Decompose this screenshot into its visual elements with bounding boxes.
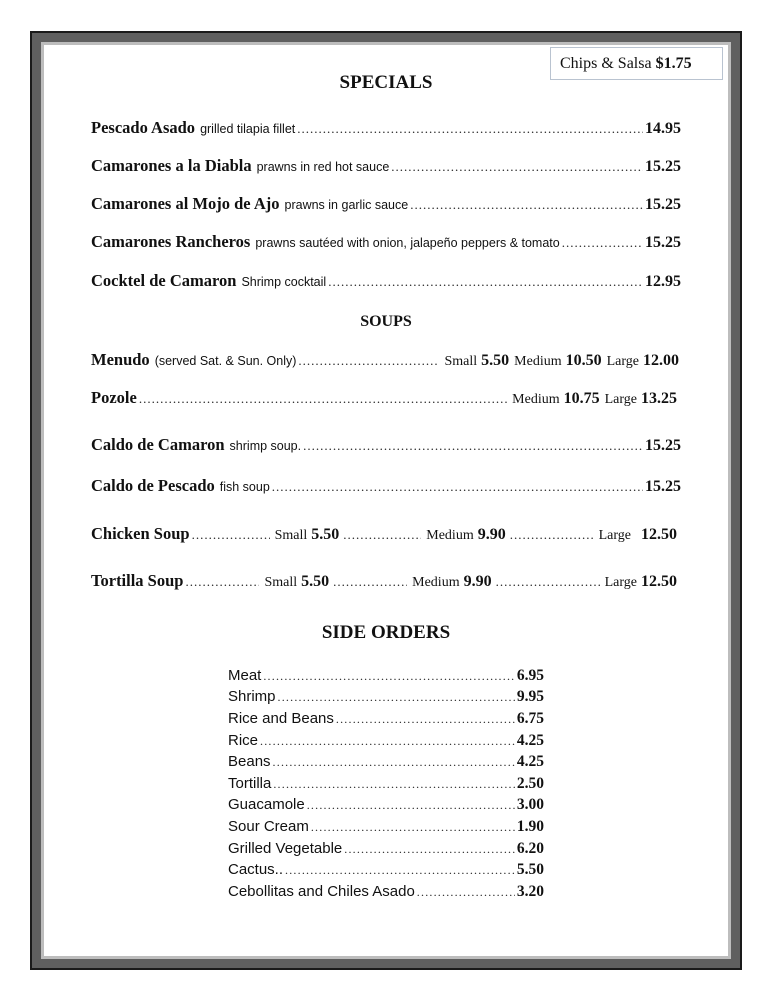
item-name: Rice and Beans — [228, 710, 334, 727]
size-price: 9.90 — [463, 573, 492, 590]
leader-dots — [307, 798, 515, 813]
item-name: Camarones Rancheros — [91, 232, 251, 251]
item-desc: prawns sautéed with onion, jalapeño peppers & tomato — [255, 236, 560, 250]
size-label: Large — [606, 354, 639, 369]
leader-dots — [391, 159, 643, 175]
item-price: 9.95 — [516, 688, 544, 705]
size-price: 5.50 — [301, 573, 330, 590]
leader-dots — [303, 438, 643, 454]
special-item — [91, 118, 681, 138]
item-name: Guacamole — [228, 796, 305, 813]
leader-dots — [192, 527, 270, 543]
special-item — [91, 194, 681, 214]
item-name: Tortilla Soup — [91, 571, 184, 590]
size-price: 5.50 — [311, 526, 340, 543]
item-price: 3.00 — [516, 796, 544, 813]
item-desc: (served Sat. & Sun. Only) — [154, 354, 297, 368]
item-price: 4.25 — [516, 753, 544, 770]
item-name: Cactus.. — [228, 861, 284, 878]
item-price: 12.95 — [645, 273, 681, 290]
size-label: Small — [274, 528, 308, 543]
item-name: Cocktel de Camaron — [91, 271, 237, 290]
item-name: Shrimp — [228, 688, 276, 705]
size-label: Medium — [412, 575, 460, 590]
item-price: 6.95 — [516, 667, 544, 684]
size-label: Large — [604, 575, 637, 590]
leader-dots — [285, 863, 515, 878]
leader-dots — [417, 885, 515, 900]
soup-item-caldo-pescado — [91, 476, 681, 496]
side-item — [228, 753, 544, 771]
soup-item-menudo — [91, 350, 681, 370]
item-name: Caldo de Pescado — [91, 476, 215, 495]
leader-dots — [297, 121, 643, 137]
size-label: Small — [264, 575, 298, 590]
side-item — [228, 796, 544, 814]
item-desc: Shrimp cocktail — [241, 275, 327, 289]
item-name: Cebollitas and Chiles Asado — [228, 883, 415, 900]
item-name: Camarones a la Diabla — [91, 156, 252, 175]
leader-dots — [185, 574, 259, 590]
size-label: Large — [598, 528, 631, 543]
size-price: 12.50 — [641, 526, 677, 543]
size-price: 10.75 — [563, 390, 600, 407]
size-price: 10.50 — [565, 352, 602, 369]
item-price: 6.75 — [516, 710, 544, 727]
soup-item-chicken — [91, 524, 679, 544]
item-desc: prawns in red hot sauce — [256, 160, 390, 174]
item-name: Tortilla — [228, 775, 272, 792]
size-label: Large — [604, 392, 637, 407]
item-desc: fish soup — [219, 480, 270, 494]
special-item — [91, 271, 681, 291]
side-item — [228, 710, 544, 728]
size-price: 9.90 — [477, 526, 506, 543]
item-name: Sour Cream — [228, 818, 309, 835]
side-item — [228, 688, 544, 706]
soup-item-pozole — [91, 388, 679, 408]
item-name: Menudo — [91, 350, 150, 369]
soup-item-caldo-camaron — [91, 435, 681, 455]
leader-dots — [272, 479, 643, 495]
side-item — [228, 667, 544, 685]
leader-dots — [344, 842, 515, 857]
size-price: 13.25 — [641, 390, 677, 407]
item-name: Meat — [228, 667, 262, 684]
chips-label: Chips & Salsa — [560, 55, 652, 72]
special-item — [91, 232, 681, 252]
item-price: 6.20 — [516, 840, 544, 857]
leader-dots — [410, 197, 643, 213]
leader-dots — [311, 820, 515, 835]
leader-dots — [510, 527, 594, 543]
leader-dots — [260, 734, 515, 749]
leader-dots — [263, 669, 515, 684]
item-desc: shrimp soup. — [229, 439, 302, 453]
item-name: Camarones al Mojo de Ajo — [91, 194, 280, 213]
item-price: 15.25 — [645, 196, 681, 213]
size-label: Medium — [512, 392, 560, 407]
leader-dots — [336, 712, 515, 727]
side-orders-heading: SIDE ORDERS — [321, 622, 451, 643]
item-desc: prawns in garlic sauce — [284, 198, 409, 212]
item-price: 5.50 — [516, 861, 544, 878]
side-item — [228, 818, 544, 836]
leader-dots — [139, 391, 507, 407]
leader-dots — [298, 353, 439, 369]
leader-dots — [273, 777, 515, 792]
side-item — [228, 840, 544, 858]
special-item — [91, 156, 681, 176]
item-price: 15.25 — [645, 158, 681, 175]
leader-dots — [333, 574, 407, 590]
item-desc: grilled tilapia fillet — [200, 122, 296, 136]
item-price: 3.20 — [516, 883, 544, 900]
item-name: Grilled Vegetable — [228, 840, 343, 857]
item-price: 2.50 — [516, 775, 544, 792]
item-name: Pozole — [91, 388, 137, 407]
size-price: 12.00 — [643, 352, 679, 369]
leader-dots — [496, 574, 600, 590]
leader-dots — [562, 235, 643, 251]
size-label: Medium — [514, 354, 562, 369]
item-price: 15.25 — [645, 478, 681, 495]
chips-price: $1.75 — [655, 55, 692, 72]
leader-dots — [273, 755, 515, 770]
item-price: 4.25 — [516, 732, 544, 749]
side-item — [228, 883, 544, 901]
item-name: Chicken Soup — [91, 524, 190, 543]
side-item — [228, 775, 544, 793]
size-price: 12.50 — [641, 573, 677, 590]
side-item — [228, 732, 544, 750]
size-price: 5.50 — [481, 352, 510, 369]
leader-dots — [278, 690, 515, 705]
side-item — [228, 861, 544, 879]
item-name: Rice — [228, 732, 259, 749]
item-price: 15.25 — [645, 437, 681, 454]
item-name: Beans — [228, 753, 271, 770]
specials-heading: SPECIALS — [339, 72, 433, 93]
size-label: Small — [444, 354, 478, 369]
item-price: 15.25 — [645, 234, 681, 251]
soups-heading: SOUPS — [360, 313, 412, 330]
leader-dots — [328, 274, 643, 290]
size-label: Medium — [426, 528, 474, 543]
leader-dots — [343, 527, 421, 543]
item-price: 14.95 — [645, 120, 681, 137]
soup-item-tortilla — [91, 571, 679, 591]
item-name: Pescado Asado — [91, 118, 196, 137]
item-name: Caldo de Camaron — [91, 435, 225, 454]
item-price: 1.90 — [516, 818, 544, 835]
